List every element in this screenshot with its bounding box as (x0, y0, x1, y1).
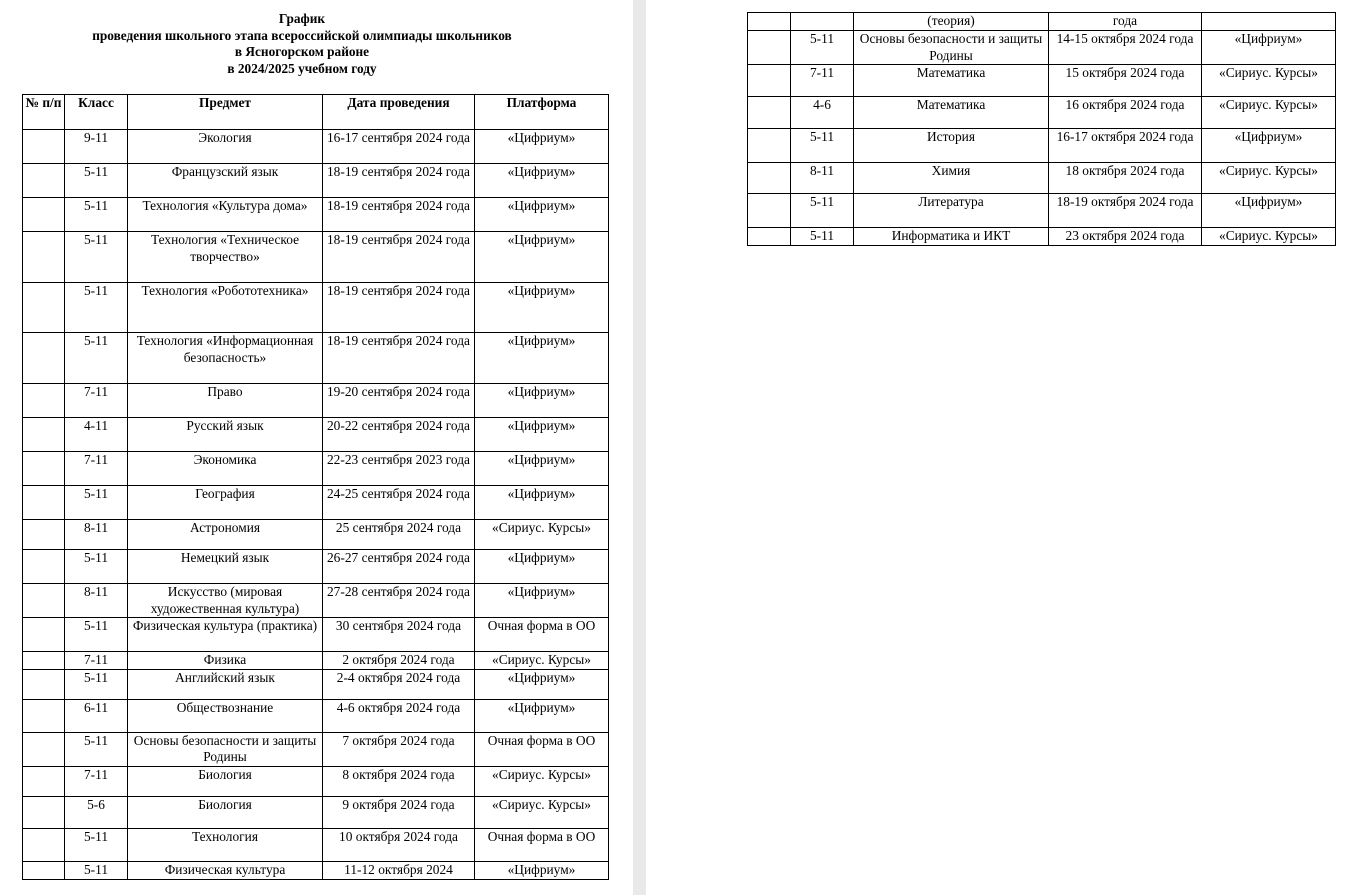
table-row (748, 129, 1336, 163)
table-row (23, 164, 609, 198)
row-date: 16-17 октября 2024 года (1049, 129, 1202, 163)
table-row (23, 732, 609, 766)
row-subject: Технология «Техническое творчество» (128, 232, 323, 283)
table-row (23, 283, 609, 333)
row-class: 5-11 (65, 164, 128, 198)
row-subject: Немецкий язык (128, 550, 323, 584)
row-platform: «Сириус. Курсы» (1202, 97, 1336, 129)
header-row (23, 95, 609, 130)
row-number (23, 198, 65, 232)
row-class: 5-11 (791, 31, 854, 65)
table-row (23, 550, 609, 584)
row-date: 8 октября 2024 года (323, 766, 475, 796)
row-subject: География (128, 486, 323, 520)
row-class: 8-11 (65, 584, 128, 618)
row-platform (1202, 13, 1336, 31)
row-class: 5-11 (65, 283, 128, 333)
table-row (23, 766, 609, 796)
row-platform: Очная форма в ОО (475, 828, 609, 861)
row-number (23, 669, 65, 699)
row-class: 6-11 (65, 699, 128, 732)
row-platform: «Цифриум» (475, 669, 609, 699)
row-subject: Технология «Робототехника» (128, 283, 323, 333)
row-class: 5-11 (65, 550, 128, 584)
table-row (23, 618, 609, 652)
table-row (23, 669, 609, 699)
row-date: 20-22 сентября 2024 года (323, 418, 475, 452)
table-row (23, 828, 609, 861)
table-row (748, 31, 1336, 65)
row-date: 18 октября 2024 года (1049, 163, 1202, 194)
row-subject: Технология «Культура дома» (128, 198, 323, 232)
row-platform: «Сириус. Курсы» (475, 766, 609, 796)
row-platform: «Цифриум» (475, 232, 609, 283)
row-class: 5-11 (65, 333, 128, 384)
row-class: 9-11 (65, 130, 128, 164)
row-class: 5-11 (791, 129, 854, 163)
row-subject: Английский язык (128, 669, 323, 699)
row-subject: Русский язык (128, 418, 323, 452)
table-row (23, 232, 609, 283)
row-date: 18-19 октября 2024 года (1049, 194, 1202, 228)
row-date: 25 сентября 2024 года (323, 520, 475, 550)
table-row (23, 699, 609, 732)
row-date: 18-19 сентября 2024 года (323, 164, 475, 198)
row-subject: Основы безопасности и защиты Родины (128, 732, 323, 766)
page-separator (633, 0, 646, 895)
row-number (23, 130, 65, 164)
row-class: 5-11 (65, 669, 128, 699)
row-number (748, 13, 791, 31)
row-date: 19-20 сентября 2024 года (323, 384, 475, 418)
table-row (23, 452, 609, 486)
row-date: 7 октября 2024 года (323, 732, 475, 766)
table-row (748, 97, 1336, 129)
row-class: 4-6 (791, 97, 854, 129)
row-date: 18-19 сентября 2024 года (323, 232, 475, 283)
schedule-table-page-2 (747, 12, 1336, 246)
row-platform: Очная форма в ОО (475, 732, 609, 766)
row-number (23, 652, 65, 670)
title-line: в Ясногорском районе (234, 44, 370, 59)
title-line: График (278, 11, 326, 26)
row-subject: Французский язык (128, 164, 323, 198)
row-date: 27-28 сентября 2024 года (323, 584, 475, 618)
row-number (748, 163, 791, 194)
table-row (748, 65, 1336, 97)
table-row (23, 418, 609, 452)
row-date: 18-19 сентября 2024 года (323, 333, 475, 384)
row-subject: (теория) (854, 13, 1049, 31)
row-class: 5-11 (65, 732, 128, 766)
header-subject: Предмет (128, 95, 323, 130)
row-date: 26-27 сентября 2024 года (323, 550, 475, 584)
header-date: Дата проведения (323, 95, 475, 130)
row-class: 5-11 (65, 486, 128, 520)
row-number (23, 452, 65, 486)
row-date: 30 сентября 2024 года (323, 618, 475, 652)
row-platform: «Сириус. Курсы» (1202, 65, 1336, 97)
row-platform: «Цифриум» (1202, 194, 1336, 228)
row-number (23, 732, 65, 766)
row-class: 5-11 (791, 228, 854, 246)
row-class: 7-11 (65, 766, 128, 796)
row-number (23, 584, 65, 618)
row-platform: «Цифриум» (475, 283, 609, 333)
row-platform: «Сириус. Курсы» (475, 652, 609, 670)
row-subject: Обществознание (128, 699, 323, 732)
row-subject: Математика (854, 65, 1049, 97)
table-row (23, 796, 609, 828)
row-number (23, 384, 65, 418)
row-number (23, 283, 65, 333)
table-row (23, 333, 609, 384)
row-subject: Химия (854, 163, 1049, 194)
row-platform: «Цифриум» (475, 861, 609, 879)
row-subject: Биология (128, 796, 323, 828)
row-number (748, 194, 791, 228)
row-class: 8-11 (791, 163, 854, 194)
row-date: 2 октября 2024 года (323, 652, 475, 670)
row-subject: Технология «Информационная безопасность» (128, 333, 323, 384)
table-row (748, 194, 1336, 228)
row-number (23, 828, 65, 861)
row-platform: «Сириус. Курсы» (475, 520, 609, 550)
row-class (791, 13, 854, 31)
row-platform: «Цифриум» (475, 584, 609, 618)
row-platform: «Цифриум» (475, 699, 609, 732)
row-class: 8-11 (65, 520, 128, 550)
row-number (23, 766, 65, 796)
row-platform: «Цифриум» (475, 130, 609, 164)
row-class: 5-11 (791, 194, 854, 228)
row-number (23, 618, 65, 652)
row-platform: «Цифриум» (475, 333, 609, 384)
row-class: 5-11 (65, 232, 128, 283)
table-row (23, 652, 609, 670)
row-date: года (1049, 13, 1202, 31)
row-number (748, 31, 791, 65)
row-subject: Искусство (мировая художественная культура) (128, 584, 323, 618)
row-platform: «Цифриум» (475, 164, 609, 198)
title-line: в 2024/2025 учебном году (227, 60, 377, 76)
table-row (23, 384, 609, 418)
row-date: 15 октября 2024 года (1049, 65, 1202, 97)
row-subject: Экономика (128, 452, 323, 486)
row-platform: «Цифриум» (1202, 129, 1336, 163)
row-platform: Очная форма в ОО (475, 618, 609, 652)
row-platform: «Цифриум» (475, 418, 609, 452)
table-row (23, 486, 609, 520)
row-number (748, 129, 791, 163)
row-subject: Технология (128, 828, 323, 861)
row-date: 10 октября 2024 года (323, 828, 475, 861)
row-date: 18-19 сентября 2024 года (323, 283, 475, 333)
row-date: 24-25 сентября 2024 года (323, 486, 475, 520)
row-subject: Право (128, 384, 323, 418)
row-platform: «Цифриум» (475, 452, 609, 486)
row-class: 5-11 (65, 828, 128, 861)
row-number (23, 333, 65, 384)
table-row (748, 163, 1336, 194)
title-line: проведения школьного этапа всероссийской олимпиады школьников (92, 27, 512, 43)
row-date: 16-17 сентября 2024 года (323, 130, 475, 164)
row-class: 7-11 (65, 384, 128, 418)
document-title (22, 11, 582, 77)
row-number (23, 550, 65, 584)
row-date: 14-15 октября 2024 года (1049, 31, 1202, 65)
row-subject: Астрономия (128, 520, 323, 550)
row-class: 5-6 (65, 796, 128, 828)
row-number (23, 232, 65, 283)
row-number (23, 861, 65, 879)
row-subject: История (854, 129, 1049, 163)
row-date: 18-19 сентября 2024 года (323, 198, 475, 232)
row-number (748, 65, 791, 97)
row-platform: «Сириус. Курсы» (1202, 163, 1336, 194)
row-number (23, 418, 65, 452)
row-date: 2-4 октября 2024 года (323, 669, 475, 699)
row-subject: Биология (128, 766, 323, 796)
row-date: 4-6 октября 2024 года (323, 699, 475, 732)
row-subject: Физическая культура (практика) (128, 618, 323, 652)
row-subject: Информатика и ИКТ (854, 228, 1049, 246)
row-subject: Физическая культура (128, 861, 323, 879)
row-platform: «Цифриум» (475, 384, 609, 418)
table-row (748, 228, 1336, 246)
row-date: 9 октября 2024 года (323, 796, 475, 828)
row-subject: Математика (854, 97, 1049, 129)
row-number (23, 699, 65, 732)
row-number (23, 486, 65, 520)
schedule-table-page-1 (22, 94, 609, 880)
table-row (23, 130, 609, 164)
row-date: 11-12 октября 2024 (323, 861, 475, 879)
row-number (748, 228, 791, 246)
row-date: 16 октября 2024 года (1049, 97, 1202, 129)
header-class: Класс (65, 95, 128, 130)
row-number (23, 164, 65, 198)
table-row (748, 13, 1336, 31)
row-number (23, 796, 65, 828)
row-subject: Физика (128, 652, 323, 670)
table-row (23, 198, 609, 232)
row-class: 5-11 (65, 198, 128, 232)
row-platform: «Цифриум» (1202, 31, 1336, 65)
table-row (23, 861, 609, 879)
table-row (23, 584, 609, 618)
row-date: 22-23 сентября 2023 года (323, 452, 475, 486)
row-class: 4-11 (65, 418, 128, 452)
table-row (23, 520, 609, 550)
row-subject: Основы безопасности и защиты Родины (854, 31, 1049, 65)
row-subject: Экология (128, 130, 323, 164)
row-class: 5-11 (65, 861, 128, 879)
header-number: № п/п (23, 95, 65, 130)
row-class: 7-11 (791, 65, 854, 97)
row-subject: Литература (854, 194, 1049, 228)
row-number (23, 520, 65, 550)
row-platform: «Цифриум» (475, 550, 609, 584)
header-platform: Платформа (475, 95, 609, 130)
row-class: 7-11 (65, 652, 128, 670)
row-platform: «Цифриум» (475, 198, 609, 232)
row-platform: «Сириус. Курсы» (1202, 228, 1336, 246)
row-number (748, 97, 791, 129)
row-date: 23 октября 2024 года (1049, 228, 1202, 246)
row-platform: «Сириус. Курсы» (475, 796, 609, 828)
row-class: 7-11 (65, 452, 128, 486)
row-platform: «Цифриум» (475, 486, 609, 520)
row-class: 5-11 (65, 618, 128, 652)
